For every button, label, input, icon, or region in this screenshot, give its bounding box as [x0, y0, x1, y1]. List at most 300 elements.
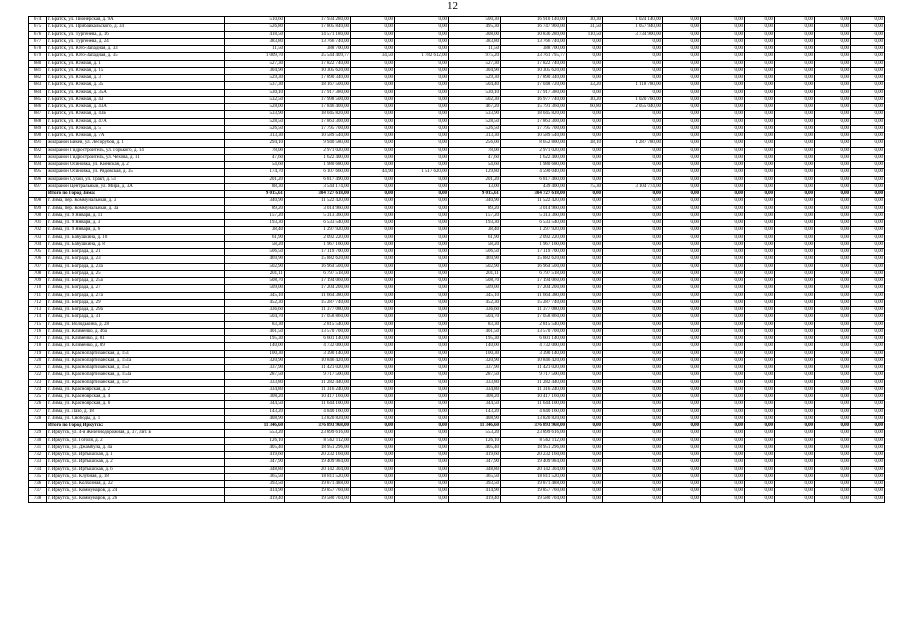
value-cell: 336,60: [225, 307, 285, 314]
value-cell: 0,00: [663, 350, 701, 357]
value-cell: 0,00: [701, 415, 745, 422]
value-cell: 408,90: [449, 415, 501, 422]
value-cell: 0,00: [603, 437, 663, 444]
value-cell: 0,00: [775, 473, 815, 480]
value-cell: 0,00: [603, 241, 663, 248]
value-cell: 553,20: [225, 430, 285, 437]
value-cell: 506,50: [225, 249, 285, 256]
value-cell: 0,00: [663, 321, 701, 328]
value-cell: 419,40: [225, 495, 285, 502]
value-cell: 0,00: [663, 473, 701, 480]
value-cell: 0,00: [663, 481, 701, 488]
value-cell: 0,00: [775, 343, 815, 350]
value-cell: 0,00: [775, 328, 815, 335]
value-cell: 13 570 700,00: [501, 328, 567, 335]
value-cell: 89,20: [449, 205, 501, 212]
value-cell: 0,00: [567, 314, 603, 321]
value-cell: 0,00: [851, 357, 885, 364]
row-number-cell: 738: [29, 495, 47, 502]
value-cell: 0,00: [775, 336, 815, 343]
value-cell: 0,00: [663, 452, 701, 459]
value-cell: 0,00: [701, 176, 745, 183]
value-cell: 0,00: [701, 394, 745, 401]
value-cell: 0,00: [701, 488, 745, 495]
table-row: [29, 249, 885, 256]
value-cell: 0,00: [851, 176, 885, 183]
table-row: [29, 31, 885, 38]
value-cell: 11 377 080,00: [285, 307, 351, 314]
value-cell: 0,00: [815, 459, 851, 466]
value-cell: 0,00: [701, 191, 745, 198]
value-cell: 0,00: [351, 488, 395, 495]
row-number-cell: 723: [29, 379, 47, 386]
value-cell: 405,40: [225, 444, 285, 451]
value-cell: 0,00: [775, 82, 815, 89]
value-cell: 0,00: [567, 270, 603, 277]
value-cell: 0,00: [775, 46, 815, 53]
value-cell: 0,00: [775, 104, 815, 111]
table-row: [29, 38, 885, 45]
value-cell: 18 811 520,00: [285, 473, 351, 480]
value-cell: 0,00: [351, 212, 395, 219]
value-cell: 0,00: [815, 452, 851, 459]
table-row: [29, 133, 885, 140]
value-cell: 0,00: [603, 263, 663, 270]
value-cell: 0,00: [603, 162, 663, 169]
value-cell: 0,00: [351, 249, 395, 256]
table-row: [29, 96, 885, 103]
value-cell: 533,90: [225, 111, 285, 118]
table-row: [29, 270, 885, 277]
value-cell: 19 871 488,00: [501, 481, 567, 488]
value-cell: 0,00: [851, 147, 885, 154]
value-cell: 0,00: [775, 408, 815, 415]
value-cell: 256,00: [449, 140, 501, 147]
value-cell: 0,00: [351, 328, 395, 335]
row-number-cell: 725: [29, 394, 47, 401]
value-cell: 0,00: [775, 125, 815, 132]
value-cell: 0,00: [745, 473, 775, 480]
value-cell: 526,50: [449, 125, 501, 132]
value-cell: 6 797 518,00: [285, 270, 351, 277]
value-cell: 11 316 240,00: [285, 386, 351, 393]
value-cell: 0,00: [745, 350, 775, 357]
value-cell: 0,00: [567, 220, 603, 227]
row-number-cell: 734: [29, 466, 47, 473]
value-cell: 0,00: [775, 241, 815, 248]
value-cell: 0,00: [351, 336, 395, 343]
value-cell: 0,00: [351, 357, 395, 364]
value-cell: 0,00: [663, 234, 701, 241]
value-cell: 0,00: [745, 183, 775, 190]
value-cell: 11 644 100,00: [501, 401, 567, 408]
value-cell: 10 305 620,00: [285, 67, 351, 74]
value-cell: 0,00: [603, 198, 663, 205]
value-cell: 0,00: [663, 249, 701, 256]
row-number-cell: 682: [29, 75, 47, 82]
value-cell: 347,90: [225, 459, 285, 466]
table-row: [29, 183, 885, 190]
value-cell: 30,20: [567, 96, 603, 103]
value-cell: 6 817 490,00: [285, 176, 351, 183]
value-cell: 0,00: [351, 423, 395, 430]
value-cell: 0,00: [701, 227, 745, 234]
value-cell: 0,00: [745, 437, 775, 444]
value-cell: 15 882 620,00: [285, 256, 351, 263]
value-cell: 0,00: [351, 82, 395, 89]
value-cell: 469,90: [449, 256, 501, 263]
value-cell: 13,00: [449, 183, 501, 190]
value-cell: 0,00: [815, 292, 851, 299]
value-cell: 17 058 860,00: [501, 314, 567, 321]
value-cell: 0,00: [745, 495, 775, 502]
value-cell: 0,00: [395, 299, 449, 306]
value-cell: 30,30: [567, 17, 603, 24]
value-cell: 0,00: [663, 430, 701, 437]
value-cell: 0,00: [663, 379, 701, 386]
value-cell: 17 048 720,00: [501, 82, 567, 89]
value-cell: 0,00: [567, 401, 603, 408]
value-cell: 502,90: [225, 263, 285, 270]
value-cell: 0,00: [851, 481, 885, 488]
value-cell: 0,00: [745, 357, 775, 364]
value-cell: 0,00: [567, 249, 603, 256]
address-cell: г. Братск, ул. Южная, д. 1: [47, 60, 225, 67]
value-cell: 0,00: [851, 401, 885, 408]
row-number-cell: 692: [29, 147, 47, 154]
value-cell: 0,00: [815, 46, 851, 53]
value-cell: 0,00: [775, 466, 815, 473]
row-number-cell: 674: [29, 17, 47, 24]
value-cell: 0,00: [567, 191, 603, 198]
value-cell: 0,00: [351, 162, 395, 169]
value-cell: 0,00: [775, 459, 815, 466]
table-row: [29, 241, 885, 248]
value-cell: 0,00: [815, 111, 851, 118]
value-cell: 83,30: [449, 321, 501, 328]
value-cell: 0,00: [745, 176, 775, 183]
value-cell: 4 840 160,00: [501, 408, 567, 415]
value-cell: 509,00: [225, 285, 285, 292]
value-cell: 0,00: [663, 17, 701, 24]
value-cell: 4 732 000,00: [501, 343, 567, 350]
row-number-cell: 697: [29, 183, 47, 190]
value-cell: 0,00: [567, 328, 603, 335]
value-cell: 419,60: [225, 452, 285, 459]
value-cell: 0,00: [745, 46, 775, 53]
value-cell: 0,00: [603, 350, 663, 357]
row-number-cell: 721: [29, 365, 47, 372]
value-cell: 0,00: [701, 466, 745, 473]
value-cell: 0,00: [775, 212, 815, 219]
value-cell: 0,00: [567, 372, 603, 379]
value-cell: 0,00: [603, 67, 663, 74]
value-cell: 0,00: [663, 133, 701, 140]
value-cell: 18 951 296,00: [285, 444, 351, 451]
value-cell: 0,00: [851, 205, 885, 212]
value-cell: 0,00: [701, 220, 745, 227]
row-number-cell: 729: [29, 430, 47, 437]
value-cell: 11 522 420,00: [501, 198, 567, 205]
address-cell: жилрайон Центральный, ул. Мира, д. 3А: [47, 183, 225, 190]
value-cell: 388 700,00: [285, 46, 351, 53]
value-cell: 11 346,60: [225, 423, 285, 430]
value-cell: 383,80: [225, 38, 285, 45]
value-cell: 0,00: [851, 379, 885, 386]
value-cell: 0,00: [567, 350, 603, 357]
value-cell: 10 417 160,00: [285, 394, 351, 401]
row-number-cell: 689: [29, 125, 47, 132]
row-number-cell: 695: [29, 169, 47, 176]
value-cell: 0,00: [851, 60, 885, 67]
value-cell: 0,00: [851, 154, 885, 161]
value-cell: 33,20: [567, 82, 603, 89]
value-cell: 58,20: [449, 241, 501, 248]
value-cell: 0,00: [815, 473, 851, 480]
value-cell: 0,00: [851, 198, 885, 205]
value-cell: 0,00: [351, 118, 395, 125]
value-cell: 0,00: [745, 466, 775, 473]
value-cell: 0,00: [351, 466, 395, 473]
value-cell: 0,00: [851, 220, 885, 227]
value-cell: 0,00: [567, 459, 603, 466]
row-number-cell: 731: [29, 444, 47, 451]
value-cell: 365,50: [449, 473, 501, 480]
value-cell: 0,00: [815, 154, 851, 161]
value-cell: 15 287 740,00: [285, 299, 351, 306]
value-cell: 401,50: [449, 328, 501, 335]
value-cell: 0,00: [701, 38, 745, 45]
value-cell: 0,00: [851, 75, 885, 82]
value-cell: 0,00: [775, 227, 815, 234]
value-cell: 469,90: [225, 256, 285, 263]
value-cell: 345,10: [449, 292, 501, 299]
value-cell: 0,00: [567, 365, 603, 372]
value-cell: 0,00: [815, 386, 851, 393]
value-cell: 528,50: [225, 118, 285, 125]
value-cell: 0,00: [395, 473, 449, 480]
value-cell: 0,00: [663, 292, 701, 299]
table-row: [29, 459, 885, 466]
value-cell: 337,90: [225, 365, 285, 372]
value-cell: 17 934 280,00: [285, 17, 351, 24]
row-number-cell: 732: [29, 452, 47, 459]
value-cell: 0,00: [567, 111, 603, 118]
address-cell: г. Иркутск, ул. Иртышская, д. 2: [47, 459, 225, 466]
value-cell: 0,00: [745, 408, 775, 415]
value-cell: 0,00: [815, 60, 851, 67]
value-cell: 0,00: [663, 423, 701, 430]
address-cell: жилрайон Осиновка, ул. Рядовская, д. 35: [47, 169, 225, 176]
value-cell: 0,00: [351, 220, 395, 227]
value-cell: 23 899 616,00: [501, 430, 567, 437]
value-cell: 11 522 420,00: [285, 198, 351, 205]
value-cell: 0,00: [395, 343, 449, 350]
value-cell: 0,00: [745, 31, 775, 38]
value-cell: 0,00: [567, 466, 603, 473]
value-cell: 510,60: [225, 17, 285, 24]
value-cell: 5 313 360,00: [285, 212, 351, 219]
value-cell: 61,90: [225, 234, 285, 241]
value-cell: 19 857 760,00: [285, 488, 351, 495]
row-number-cell: 720: [29, 357, 47, 364]
row-number-cell: 688: [29, 118, 47, 125]
value-cell: 0,00: [351, 147, 395, 154]
value-cell: 0,00: [567, 357, 603, 364]
value-cell: 0,00: [701, 140, 745, 147]
value-cell: 1 622 400,00: [501, 154, 567, 161]
value-cell: 0,00: [775, 394, 815, 401]
value-cell: 0,00: [701, 495, 745, 502]
value-cell: 2 971 020,00: [285, 147, 351, 154]
value-cell: 9 015,61: [225, 191, 285, 198]
table-row: [29, 481, 885, 488]
value-cell: 0,00: [815, 125, 851, 132]
address-cell: г. Иркутск, ул. Джамбула, д. 4а: [47, 444, 225, 451]
value-cell: 0,00: [851, 386, 885, 393]
value-cell: 530,10: [225, 89, 285, 96]
subtotal-row: [29, 423, 885, 430]
value-cell: 0,00: [351, 140, 395, 147]
value-cell: 0,00: [567, 89, 603, 96]
value-cell: 0,00: [815, 481, 851, 488]
value-cell: 1 287 780,00: [603, 140, 663, 147]
table-row: [29, 379, 885, 386]
value-cell: 0,00: [603, 154, 663, 161]
value-cell: 0,00: [815, 423, 851, 430]
value-cell: 0,00: [851, 343, 885, 350]
value-cell: 0,00: [663, 53, 701, 60]
value-cell: 75,30: [567, 183, 603, 190]
value-cell: 0,00: [663, 307, 701, 314]
table-row: [29, 118, 885, 125]
value-cell: 527,30: [225, 60, 285, 67]
value-cell: 0,00: [815, 299, 851, 306]
value-cell: 18 951 296,00: [501, 444, 567, 451]
value-cell: 0,00: [395, 372, 449, 379]
value-cell: 19 580 704,00: [285, 495, 351, 502]
row-number-cell: 716: [29, 328, 47, 335]
value-cell: 0,00: [701, 343, 745, 350]
value-cell: 6 601 140,00: [501, 336, 567, 343]
address-cell: г. Зима, ул. Краснопартизанская, д. 151: [47, 350, 225, 357]
value-cell: 0,00: [815, 314, 851, 321]
address-cell: г. Зима, ул. Лазо, д. 18: [47, 408, 225, 415]
address-cell: г. Зима, ул. Бограда, д. 31: [47, 314, 225, 321]
value-cell: 0,00: [351, 386, 395, 393]
value-cell: 143,20: [449, 408, 501, 415]
value-cell: 4 840 160,00: [285, 408, 351, 415]
value-cell: 0,00: [815, 394, 851, 401]
value-cell: 504,70: [225, 314, 285, 321]
value-cell: 0,00: [567, 212, 603, 219]
value-cell: 0,00: [663, 278, 701, 285]
value-cell: 9 717 500,00: [285, 372, 351, 379]
value-cell: 0,00: [775, 249, 815, 256]
value-cell: 0,00: [775, 140, 815, 147]
value-cell: 0,00: [603, 292, 663, 299]
value-cell: 201,11: [225, 270, 285, 277]
value-cell: 0,00: [663, 111, 701, 118]
value-cell: 0,00: [701, 111, 745, 118]
value-cell: 304,90: [225, 67, 285, 74]
value-cell: 0,00: [701, 89, 745, 96]
table-row: [29, 220, 885, 227]
value-cell: 0,00: [775, 191, 815, 198]
value-cell: 0,00: [775, 169, 815, 176]
row-number-cell: 710: [29, 285, 47, 292]
value-cell: 11 421 020,00: [501, 365, 567, 372]
value-cell: 0,00: [663, 386, 701, 393]
value-cell: 0,00: [815, 307, 851, 314]
value-cell: 0,00: [395, 111, 449, 118]
value-cell: 0,00: [701, 75, 745, 82]
value-cell: 20 232 160,00: [501, 452, 567, 459]
value-cell: 401,50: [225, 328, 285, 335]
value-cell: 529,30: [225, 75, 285, 82]
value-cell: 38,40: [449, 227, 501, 234]
value-cell: 0,00: [351, 430, 395, 437]
value-cell: 0,00: [395, 336, 449, 343]
value-cell: 527,30: [449, 60, 501, 67]
address-cell: г. Зима, ул. Бабушкина, д. 8: [47, 241, 225, 248]
table-row: [29, 176, 885, 183]
row-number-cell: 719: [29, 350, 47, 357]
value-cell: 0,00: [851, 408, 885, 415]
value-cell: 0,00: [663, 154, 701, 161]
value-cell: 0,00: [351, 365, 395, 372]
value-cell: 0,00: [603, 111, 663, 118]
value-cell: 0,00: [351, 31, 395, 38]
value-cell: 0,00: [775, 31, 815, 38]
value-cell: 345,10: [225, 292, 285, 299]
value-cell: 195,30: [449, 336, 501, 343]
table-row: [29, 263, 885, 270]
value-cell: 0,00: [567, 263, 603, 270]
value-cell: 0,00: [815, 191, 851, 198]
value-cell: 0,00: [815, 89, 851, 96]
value-cell: 0,00: [603, 169, 663, 176]
value-cell: 0,00: [395, 191, 449, 198]
value-cell: 0,00: [351, 415, 395, 422]
value-cell: 0,00: [567, 394, 603, 401]
table-row: [29, 227, 885, 234]
address-cell: г. Братск, ул. Южная, д. 15: [47, 67, 225, 74]
table-row: [29, 488, 885, 495]
table-row: [29, 162, 885, 169]
value-cell: 0,00: [775, 234, 815, 241]
value-cell: 17 795 700,00: [501, 125, 567, 132]
value-cell: 0,00: [567, 336, 603, 343]
value-cell: 2 092 220,00: [501, 234, 567, 241]
value-cell: 308,20: [225, 394, 285, 401]
value-cell: 0,00: [815, 343, 851, 350]
value-cell: 0,00: [603, 408, 663, 415]
value-cell: 452,30: [225, 299, 285, 306]
value-cell: 100,30: [449, 350, 501, 357]
row-number-cell: 676: [29, 31, 47, 38]
value-cell: 11 644 100,00: [285, 401, 351, 408]
value-cell: 17 998 500,00: [285, 96, 351, 103]
value-cell: 201,20: [449, 176, 501, 183]
value-cell: 0,00: [851, 234, 885, 241]
value-cell: 0,00: [745, 299, 775, 306]
value-cell: 0,00: [775, 379, 815, 386]
value-cell: 17 194 060,00: [501, 278, 567, 285]
value-cell: 0,00: [395, 154, 449, 161]
value-cell: 0,00: [567, 488, 603, 495]
value-cell: 0,00: [745, 205, 775, 212]
